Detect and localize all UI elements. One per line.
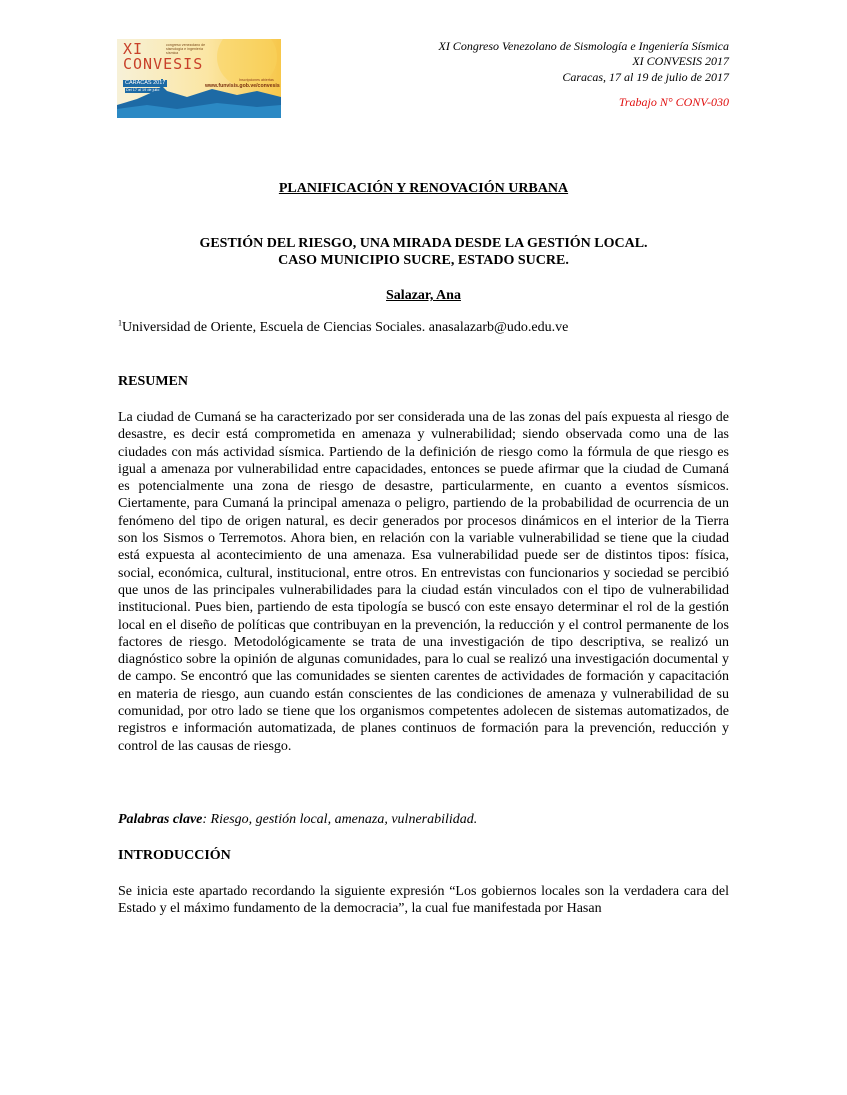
abstract-body: La ciudad de Cumaná se ha caracterizado por ser considerada una de las zonas del país expuesta al riesgo de desastre, es decir está comprometida en amenaza y vulnerabilidad; siendo observada como una de las ciudades con más actividad sísmica. Partiendo de la definición de riesgo como la fórmula de que riesgo es igual a amenaza por vulnerabilidad entre capacidades, entonces se puede afirmar que la ciudad de Cumaná es potencialmente una zona de riesgo de desastre, particularmente, en cuanto a eventos sísmicos. Ciertamente, para Cumaná la principal amenaza o peligro, partiendo de la probabilidad de ocurrencia de un fenómeno del tipo de origen natural, es decir generados por procesos dinámicos en el interior de la Tierra son los Sismos o Terremotos. Ahora bien, en relación con la variable vulnerabilidad se tiene que la ciudad está expuesta al acontecimiento de una amenaza. Esa vulnerabilidad puede ser de distintos tipos: física, social, económica, cultural, institucional, entre otros. En entrevistas con funcionarios y sociedad se percibió que unos de las principales vulnerabilidades para la ciudad están vinculados con el tipo de vulnerabilidad institucional. Pues bien, partiendo de esta tipología se buscó con este ensayo determinar el rol de la gestión local en el diseño de políticas que contribuyan en la prevención, la reducción y el control permanente de los factores de riesgo. Metodológicamente se trata de una investigación de tipo descriptiva, se realizó un diagnóstico sobre la opinión de algunas comunidades, para lo cual se realizó una investigación documental y de campo. Se encontró que las comunidades se sienten carentes de actividades de formación y capacitación en materia de riesgo, aun cuando están conscientes de las condiciones de amenaza y vulnerabilidad de su comunidad, por otro lado se tiene que los organismos competentes adolecen de sistemas automatizados, de registros e información automatizada, de planes continuos de formación para la prevención, reducción y control de las causas de riesgo. — [118, 410, 729, 754]
keywords — [118, 812, 477, 828]
paper-title-line-1: GESTIÓN DEL RIESGO, UNA MIRADA DESDE LA GESTIÓN LOCAL. — [199, 236, 648, 251]
logo-city: CARACAS 2017 — [125, 80, 166, 86]
conference-header — [438, 39, 729, 110]
logo-subtitle: congreso venezolano de sismología e ingeniería sísmica — [166, 43, 206, 56]
paper-title — [0, 235, 847, 269]
affiliation — [118, 320, 568, 336]
logo-convesis-text: CONVESIS — [123, 55, 204, 73]
logo-registration: Inscripciones abiertas — [239, 78, 274, 82]
congress-logo — [117, 39, 281, 118]
header-edition: XI CONVESIS 2017 — [632, 54, 729, 69]
keywords-label: Palabras clave — [118, 812, 203, 827]
introduction-heading: INTRODUCCIÓN — [118, 848, 231, 863]
logo-dates: Del 17 al 19 de julio — [126, 88, 160, 92]
logo-xi-text: XI — [123, 40, 144, 58]
paper-reference: Trabajo N° CONV-030 — [618, 94, 729, 109]
keywords-list: : Riesgo, gestión local, amenaza, vulnerabilidad. — [202, 812, 478, 827]
paper-title-line-2: CASO MUNICIPIO SUCRE, ESTADO SUCRE. — [278, 253, 569, 268]
section-title: PLANIFICACIÓN Y RENOVACIÓN URBANA — [278, 181, 569, 196]
affiliation-marker: 1 — [118, 318, 122, 328]
abstract-heading: RESUMEN — [118, 374, 189, 389]
header-place-date: Caracas, 17 al 19 de julio de 2017 — [562, 69, 729, 84]
affiliation-text: Universidad de Oriente, Escuela de Ciencias Sociales. anasalazarb@udo.edu.ve — [122, 320, 569, 335]
logo-url: www.funvisis.gob.ve/convesis — [205, 83, 280, 89]
header-congress-name: XI Congreso Venezolano de Sismología e Ingeniería Sísmica — [438, 39, 729, 53]
author-name: Salazar, Ana — [386, 288, 461, 303]
introduction-body: Se inicia este apartado recordando la siguiente expresión “Los gobiernos locales son la verdadera cara del Estado y el máximo fundamento de la democracia”, la cual fue manifestada por Hasan — [118, 884, 729, 917]
